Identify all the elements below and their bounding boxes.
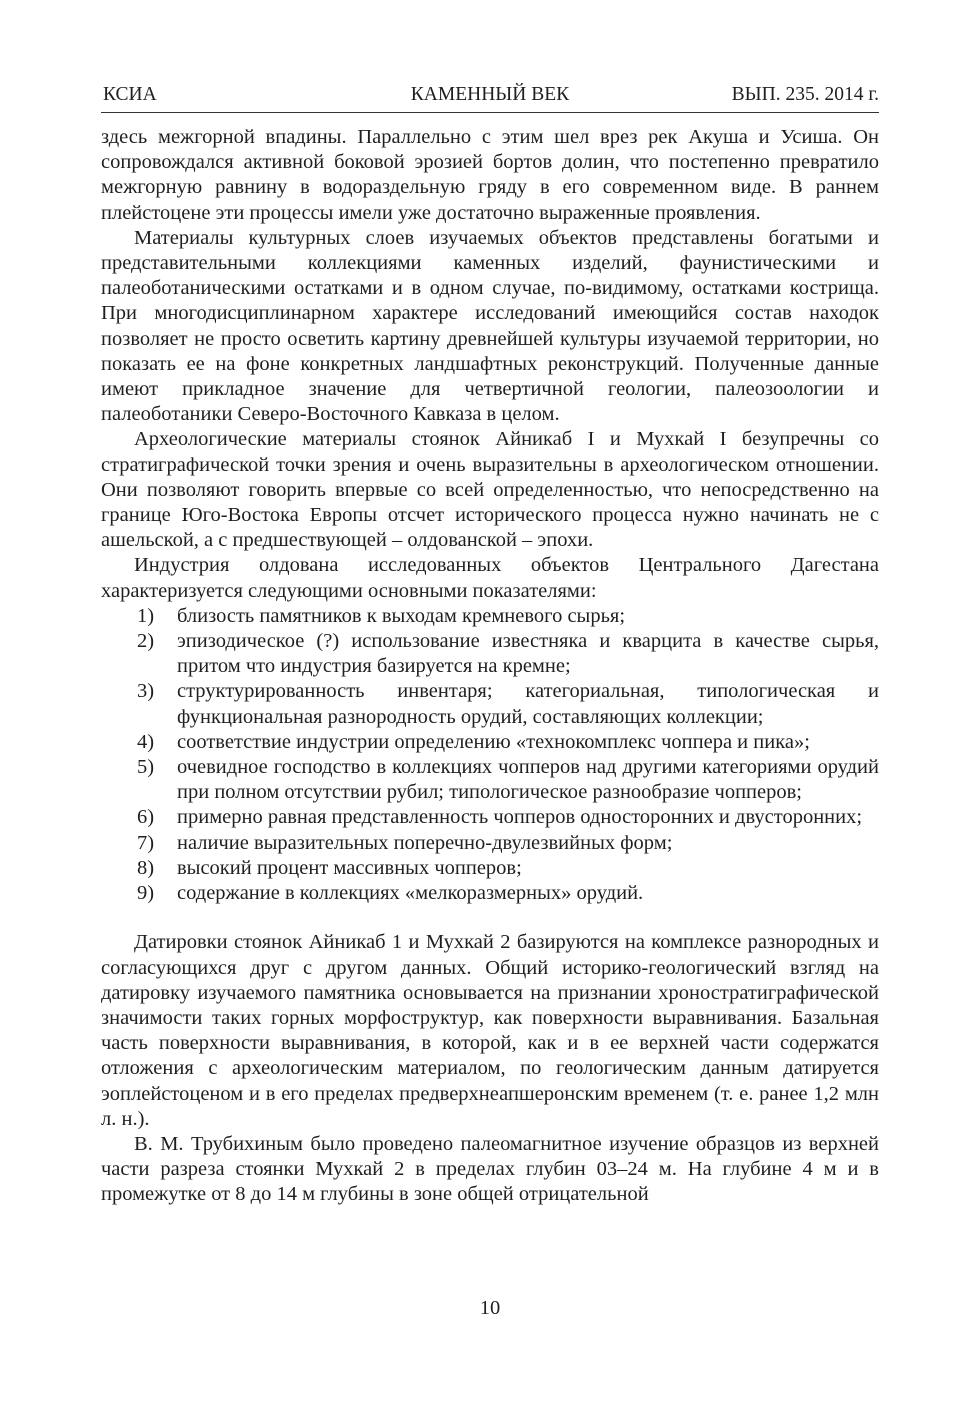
list-number: 9) <box>137 882 155 905</box>
issue-info: ВЫП. 235. 2014 г. <box>731 84 879 105</box>
journal-title: КСИА <box>103 84 157 105</box>
list-item <box>101 881 879 906</box>
list-number: 4) <box>137 730 155 753</box>
list-item-text: наличие выразительных поперечно-двулезвийных форм; <box>177 831 673 854</box>
list-item <box>101 629 879 679</box>
list-item-text: структурированность инвентаря; категориальная, типологическая и функциональная разнородность орудий, составляющих коллекции; <box>177 680 879 728</box>
paragraph: здесь межгорной впадины. Параллельно с этим шел врез рек Акуша и Усиша. Он сопровождался активной боковой эрозией бортов долин, что постепенно превратило межгорную равнину в водораздельную гряду в его современном виде. В раннем плейстоцене эти процессы имели уже достаточно выраженные проявления. <box>101 126 879 224</box>
list-number: 6) <box>137 806 155 829</box>
list-number: 2) <box>137 630 155 653</box>
list-item <box>101 856 879 881</box>
header-rule <box>101 112 879 113</box>
page <box>101 0 879 1418</box>
page-number: 10 <box>479 1297 501 1319</box>
list-item-text: эпизодическое (?) использование известняка и кварцита в качестве сырья, притом что индустрия базируется на кремне; <box>177 630 879 678</box>
list-item-text: очевидное господство в коллекциях чопперов над другими категориями орудий при полном отсутствии рубил; типологическое разнообразие чопперов; <box>177 756 879 804</box>
list-item <box>101 679 879 729</box>
list-item-text: соответствие индустрии определению «технокомплекс чоппера и пика»; <box>177 730 810 753</box>
paragraph: Индустрия олдована исследованных объектов Центрального Дагестана характеризуется следующими основными показателями: <box>101 554 879 602</box>
body-text <box>101 125 879 1208</box>
list-item-text: содержание в коллекциях «мелкоразмерных» орудий. <box>177 882 644 905</box>
paragraph: Археологические материалы стоянок Айникаб I и Мухкай I безупречны со стратиграфической точки зрения и очень выразительны в археологическом отношении. Они позволяют говорить впервые со всей определенностью, что непосредственно на границе Юго-Востока Европы отсчет исторического процесса нужно начинать не с ашельской, а с предшествующей – олдованской – эпохи. <box>101 428 879 552</box>
list-number: 7) <box>137 831 155 854</box>
list-item <box>101 604 879 629</box>
list-item <box>101 805 879 830</box>
paragraph: Датировки стоянок Айникаб 1 и Мухкай 2 базируются на комплексе разнородных и согласующихся друг с другом данных. Общий историко-геологический взгляд на датировку изучаемого памятника основывается на признании хроностратиграфической значимости таких горных морфоструктур, как поверхности выравнивания. Базальная часть поверхности выравнивания, в которой, как и в ее верхней части содержатся отложения с археологическим материалом, по геологическим данным датируется эоплейстоценом и в его пределах предверхнеапшеронским временем (т. е. ранее 1,2 млн л. н.). <box>101 931 879 1130</box>
list-number: 3) <box>137 680 155 703</box>
paragraph: Материалы культурных слоев изучаемых объектов представлены богатыми и представительными коллекциями каменных изделий, фаунистическими и палеоботаническими остатками и в одном случае, по-видимому, остатками кострища. При многодисциплинарном характере исследований имеющийся состав находок позволяет не просто осветить картину древнейшей культуры изучаемой территории, но показать ее на фоне конкретных ландшафтных реконструкций. Полученные данные имеют прикладное значение для четвертичной геологии, палеозоологии и палеоботаники Северо-Восточного Кавказа в целом. <box>101 226 879 426</box>
list-item-text: близость памятников к выходам кремневого сырья; <box>177 604 626 627</box>
paragraph: В. М. Трубихиным было проведено палеомагнитное изучение образцов из верхней части разреза стоянки Мухкай 2 в пределах глубин 03–24 м. На глубине 4 м и в промежутке от 8 до 14 м глубины в зоне общей отрицательной <box>101 1132 879 1206</box>
running-head <box>101 83 879 107</box>
list-number: 5) <box>137 756 155 779</box>
list-number: 1) <box>137 604 155 627</box>
criteria-list <box>101 604 879 906</box>
list-item-text: высокий процент массивных чопперов; <box>177 856 522 879</box>
section-gap <box>101 906 879 930</box>
list-item <box>101 755 879 805</box>
list-number: 8) <box>137 856 155 879</box>
list-item-text: примерно равная представленность чопперов односторонних и двусторонних; <box>177 806 863 829</box>
list-item <box>101 730 879 755</box>
section-title: КАМЕННЫЙ ВЕК <box>410 84 570 105</box>
list-item <box>101 831 879 856</box>
